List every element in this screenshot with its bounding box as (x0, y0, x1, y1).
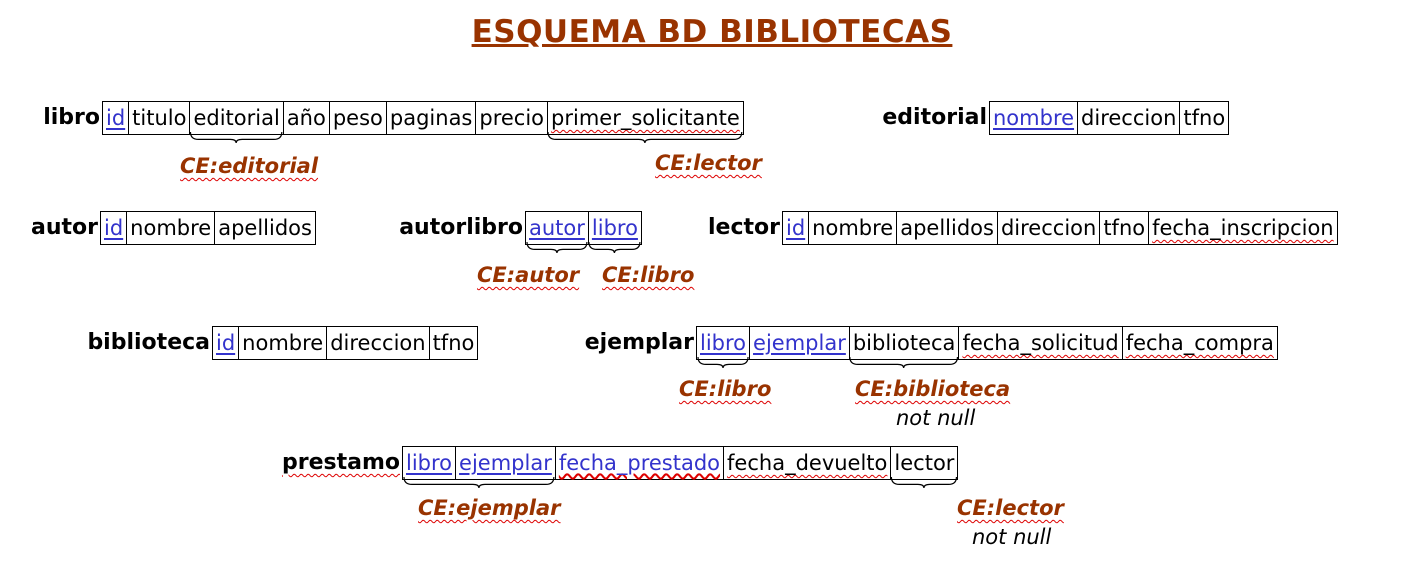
field-libro-paginas: paginas (386, 102, 475, 134)
field-libro-primer-solicitante: primer_solicitante (547, 102, 743, 134)
table-prestamo (281, 446, 958, 480)
field-autorlibro-libro: libro (588, 212, 641, 244)
fk-label-autorlibro-autor: CE:autor (477, 263, 580, 287)
fields-prestamo (402, 446, 958, 480)
field-editorial-direccion: direccion (1077, 102, 1179, 134)
field-prestamo-fecha-devuelto: fecha_devuelto (723, 447, 890, 479)
fields-editorial (989, 101, 1229, 135)
table-name-autorlibro: autorlibro (399, 215, 523, 240)
field-ejemplar-ejemplar: ejemplar (749, 327, 849, 359)
field-libro-ano: año (283, 102, 329, 134)
fields-autor (100, 211, 316, 245)
field-libro-id: id (106, 106, 126, 130)
fk-label-prestamo-lector: CE:lector (957, 496, 1064, 520)
field-prestamo-libro: libro (406, 451, 453, 475)
field-libro-titulo: titulo (128, 102, 189, 134)
diagram-title: ESQUEMA BD BIBLIOTECAS (471, 14, 953, 50)
note-ejemplar-biblioteca-not-null: not null (896, 406, 976, 430)
table-editorial (882, 101, 1229, 135)
fk-label-prestamo-ejemplar: CE:ejemplar (418, 496, 561, 520)
field-ejemplar-fecha-solicitud: fecha_solicitud (958, 327, 1121, 359)
table-name-editorial: editorial (882, 105, 987, 130)
field-autorlibro-autor: autor (529, 216, 585, 240)
fk-label-libro-editorial: CE:editorial (180, 154, 319, 178)
fields-lector (782, 211, 1338, 245)
field-editorial-nombre: nombre (993, 106, 1075, 130)
table-name-lector: lector (708, 215, 780, 240)
table-autor (31, 211, 316, 245)
fields-libro (102, 101, 744, 135)
table-name-autor: autor (31, 215, 98, 240)
fk-label-ejemplar-biblioteca: CE:biblioteca (855, 377, 1011, 401)
table-autorlibro (399, 211, 642, 245)
table-name-libro: libro (43, 105, 100, 130)
fk-label-autorlibro-libro: CE:libro (602, 263, 695, 287)
fk-label-libro-lector: CE:lector (655, 151, 762, 175)
field-lector-id: id (786, 216, 806, 240)
field-autor-id: id (104, 216, 124, 240)
field-biblioteca-nombre: nombre (238, 327, 326, 359)
field-lector-nombre: nombre (808, 212, 896, 244)
field-prestamo-fecha-prestado: fecha_prestado (555, 447, 723, 479)
field-lector-apellidos: apellidos (896, 212, 997, 244)
field-prestamo-lector: lector (890, 447, 957, 479)
field-lector-tfno: tfno (1099, 212, 1148, 244)
field-prestamo-ejemplar: ejemplar (455, 447, 555, 479)
field-biblioteca-tfno: tfno (429, 327, 478, 359)
fields-biblioteca (212, 326, 478, 360)
table-libro (43, 101, 744, 135)
field-libro-editorial: editorial (189, 102, 282, 134)
table-name-prestamo: prestamo (281, 450, 400, 475)
field-libro-precio: precio (475, 102, 547, 134)
table-lector (708, 211, 1338, 245)
table-name-ejemplar: ejemplar (584, 330, 694, 355)
table-biblioteca (87, 326, 478, 360)
fk-label-ejemplar-libro: CE:libro (679, 377, 772, 401)
note-prestamo-lector-not-null: not null (972, 525, 1052, 549)
field-ejemplar-libro: libro (700, 331, 747, 355)
field-libro-peso: peso (329, 102, 386, 134)
field-biblioteca-id: id (216, 331, 236, 355)
fields-ejemplar (696, 326, 1278, 360)
field-autor-apellidos: apellidos (214, 212, 315, 244)
fields-autorlibro (525, 211, 642, 245)
table-name-biblioteca: biblioteca (87, 330, 210, 355)
field-ejemplar-biblioteca: biblioteca (849, 327, 959, 359)
table-ejemplar (584, 326, 1278, 360)
field-ejemplar-fecha-compra: fecha_compra (1122, 327, 1277, 359)
field-editorial-tfno: tfno (1179, 102, 1228, 134)
field-lector-fecha-inscripcion: fecha_inscripcion (1148, 212, 1337, 244)
field-lector-direccion: direccion (997, 212, 1099, 244)
field-autor-nombre: nombre (126, 212, 214, 244)
field-biblioteca-direccion: direccion (326, 327, 428, 359)
